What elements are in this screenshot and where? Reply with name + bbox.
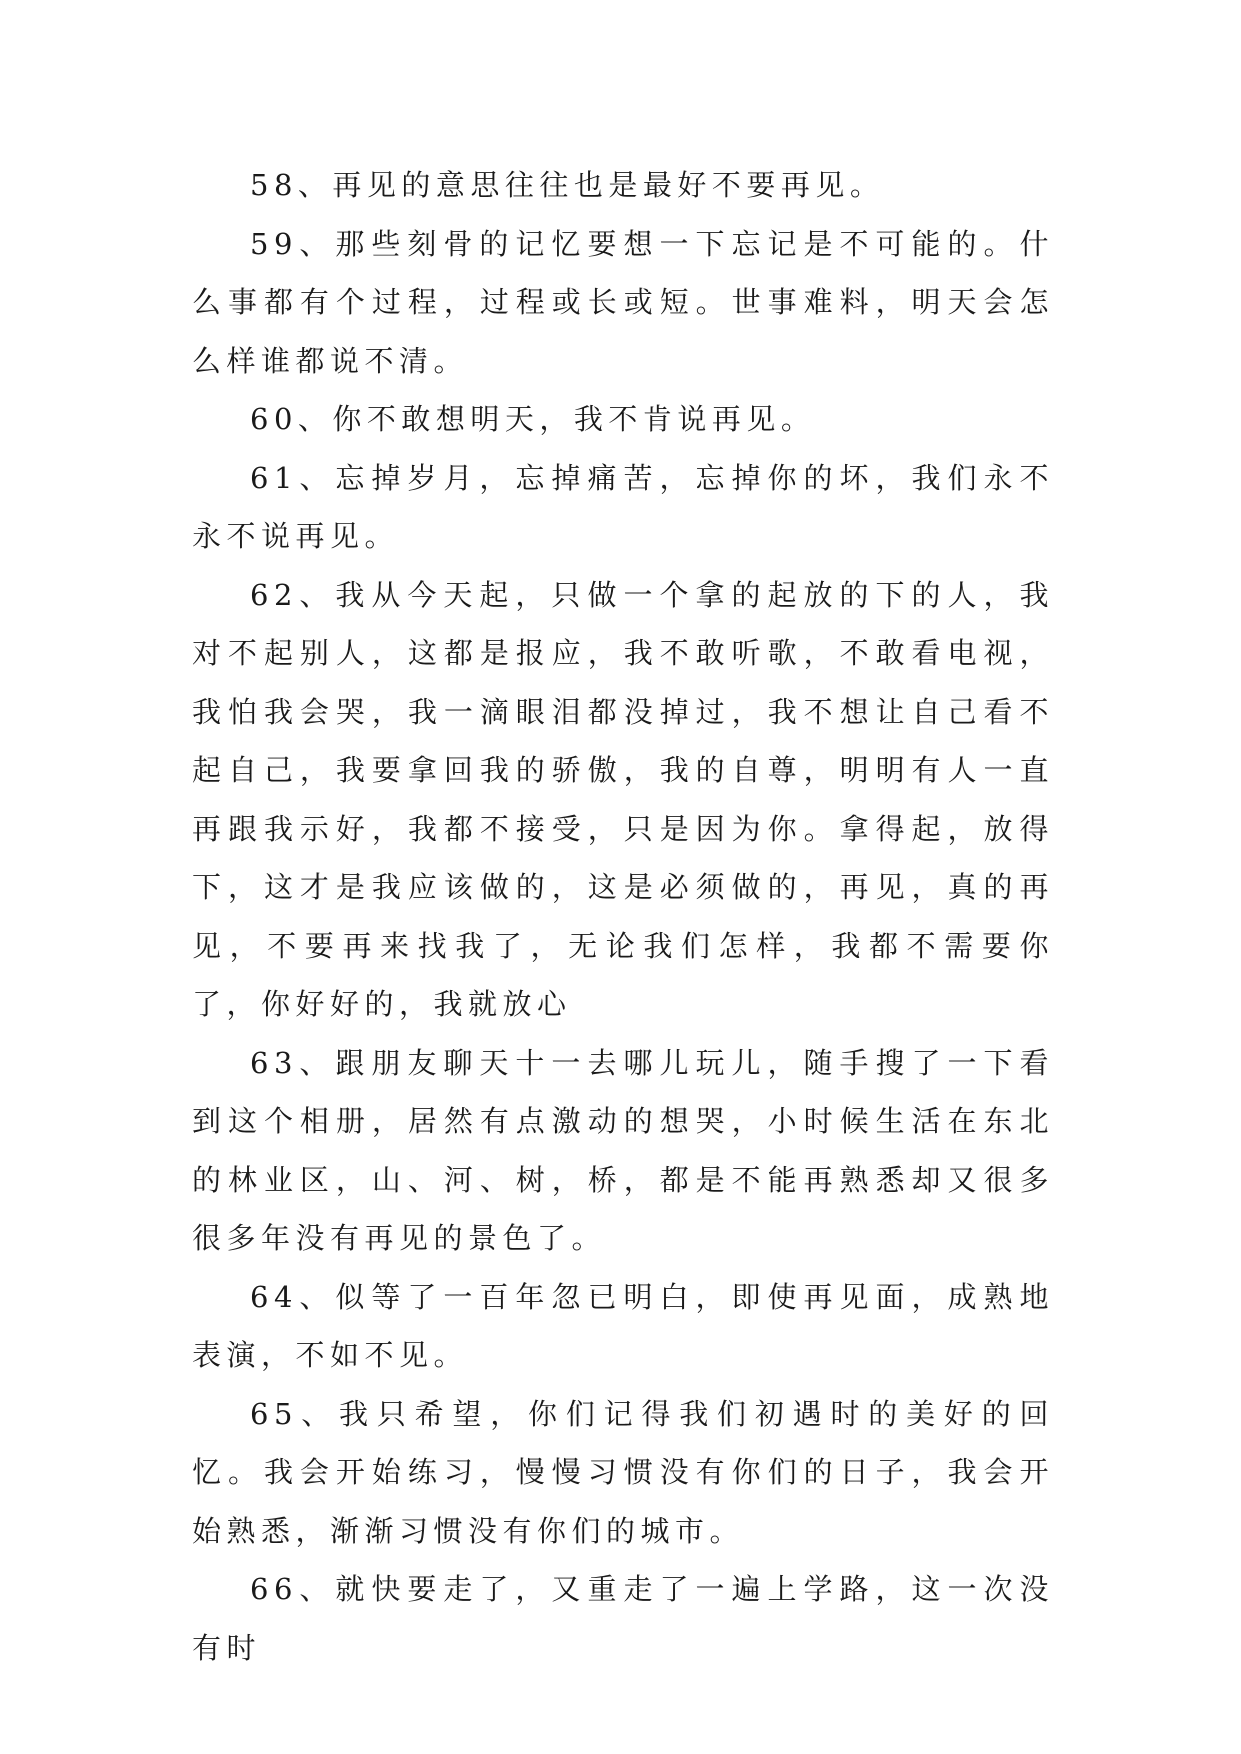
paragraph-63: 63、跟朋友聊天十一去哪儿玩儿，随手搜了一下看到这个相册，居然有点激动的想哭，小时候生活在东北的林业区，山、河、树，桥，都是不能再熟悉却又很多很多年没有再见的景色了。 xyxy=(192,1045,1054,1255)
paragraph-62: 62、我从今天起，只做一个拿的起放的下的人，我对不起别人，这都是报应，我不敢听歌，不敢看电视，我怕我会哭，我一滴眼泪都没掉过，我不想让自己看不起自己，我要拿回我的骄傲，我的自尊，明明有人一直再跟我示好，我都不接受，只是因为你。拿得起，放得下，这才是我应该做的，这是必须做的，再见，真的再见，不要再来找我了，无论我们怎样，我都不需要你了，你好好的，我就放心 xyxy=(192,577,1054,1021)
paragraph-59: 59、那些刻骨的记忆要想一下忘记是不可能的。什么事都有个过程，过程或长或短。世事难料，明天会怎么样谁都说不清。 xyxy=(192,226,1054,378)
document-body xyxy=(192,156,1054,1677)
paragraph-61: 61、忘掉岁月，忘掉痛苦，忘掉你的坏，我们永不永不说再见。 xyxy=(192,460,1054,553)
paragraph-65: 65、我只希望，你们记得我们初遇时的美好的回忆。我会开始练习，慢慢习惯没有你们的日子，我会开始熟悉，渐渐习惯没有你们的城市。 xyxy=(192,1396,1054,1548)
paragraph-60: 60、你不敢想明天，我不肯说再见。 xyxy=(250,402,816,436)
paragraph-66: 66、就快要走了，又重走了一遍上学路，这一次没有时 xyxy=(192,1572,1054,1665)
paragraph-64: 64、似等了一百年忽已明白，即使再见面，成熟地表演，不如不见。 xyxy=(192,1279,1054,1372)
paragraph-58: 58、再见的意思往往也是最好不要再见。 xyxy=(250,168,885,202)
